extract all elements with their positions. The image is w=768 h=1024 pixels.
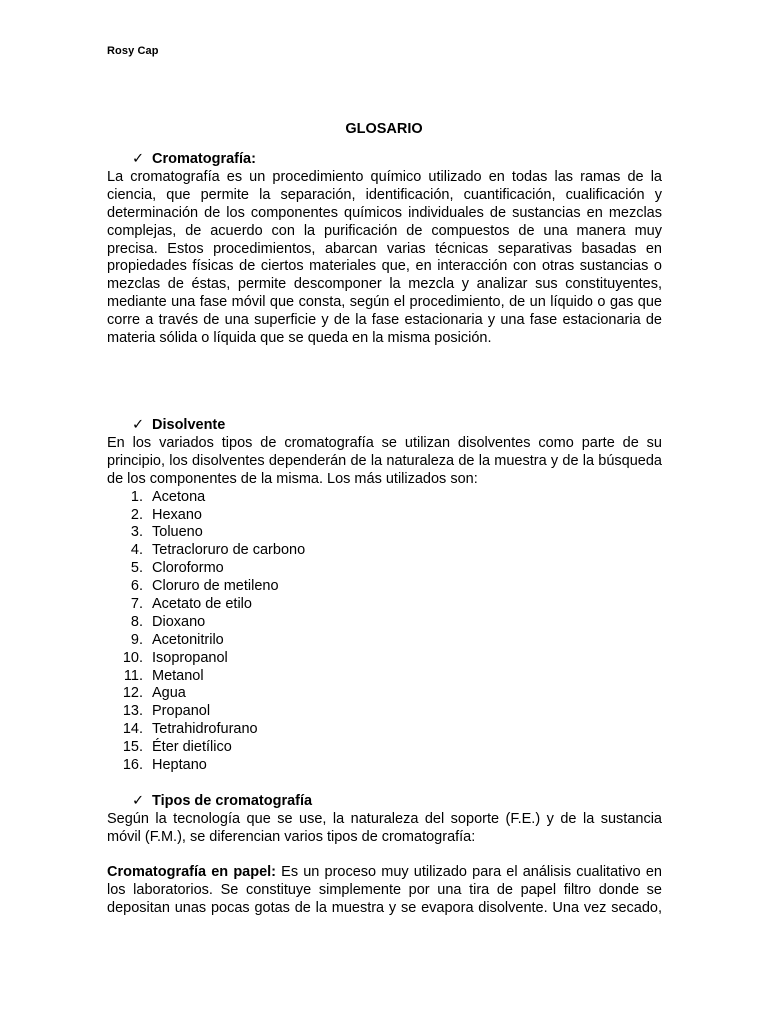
- list-item-number: 1.: [130, 488, 143, 505]
- list-item-label: Dioxano: [152, 613, 206, 630]
- list-item-label: Agua: [152, 685, 186, 702]
- list-item: [107, 614, 662, 632]
- list-item-label: Isopropanol: [152, 649, 228, 666]
- section-disolvente: [107, 417, 662, 775]
- list-item: [107, 489, 662, 507]
- list-item-number: 6.: [130, 578, 143, 595]
- list-item-label: Acetonitrilo: [152, 631, 224, 648]
- list-item: [107, 739, 662, 757]
- checkmark-icon: ✓: [132, 151, 145, 167]
- list-item-label: Hexano: [152, 506, 202, 523]
- section-heading-label: Disolvente: [152, 417, 226, 433]
- list-item-number: 14.: [122, 721, 143, 738]
- list-item: [107, 524, 662, 542]
- list-item-number: 5.: [130, 560, 143, 577]
- list-item-number: 7.: [130, 595, 143, 612]
- list-item-number: 16.: [122, 756, 143, 773]
- list-item-label: Tetracloruro de carbono: [152, 542, 306, 559]
- section-heading-label: Cromatografía:: [152, 151, 256, 167]
- list-item-label: Éter dietílico: [152, 739, 232, 756]
- section-heading-label: Tipos de cromatografía: [152, 793, 313, 809]
- list-item-number: 12.: [122, 685, 143, 702]
- list-item: [107, 507, 662, 525]
- list-item-label: Heptano: [152, 756, 207, 773]
- list-item-label: Tetrahidrofurano: [152, 721, 258, 738]
- list-item-label: Cloruro de metileno: [152, 578, 279, 595]
- list-item-label: Tolueno: [152, 524, 203, 541]
- list-item: [107, 721, 662, 739]
- list-item-number: 9.: [130, 631, 143, 648]
- list-item: [107, 685, 662, 703]
- section-papel: [107, 864, 662, 918]
- section-tipos: [107, 793, 662, 847]
- section-cromatografia: [107, 151, 662, 348]
- section-paragraph: En los variados tipos de cromatografía se utilizan disolventes como parte de su principio, los disolventes dependerán de la naturaleza de la muestra y de la búsqueda de los componentes de la misma. Los más utilizados son:: [107, 434, 662, 487]
- list-item: [107, 632, 662, 650]
- term-label: Cromatografía en papel:: [107, 864, 277, 880]
- checkmark-icon: ✓: [132, 793, 145, 809]
- list-item-label: Cloroformo: [152, 560, 224, 577]
- list-item: [107, 596, 662, 614]
- list-item-label: Metanol: [152, 667, 204, 684]
- list-item-number: 10.: [122, 649, 143, 666]
- list-item-number: 15.: [122, 739, 143, 756]
- list-item: [107, 560, 662, 578]
- list-item: [107, 542, 662, 560]
- term-definition: Es un proceso muy utilizado para el análisis cualitativo en los laboratorios. Se constituye simplemente por una tira de papel filtro donde se depositan unas pocas gotas de la muestra y se evapora disolvente. Una vez secado,: [107, 864, 662, 916]
- page-title: GLOSARIO: [345, 121, 423, 137]
- list-item: [107, 650, 662, 668]
- section-paragraph: Según la tecnología que se use, la naturaleza del soporte (F.E.) y de la sustancia móvil (F.M.), se diferencian varios tipos de cromatografía:: [107, 810, 662, 845]
- section-heading: [107, 417, 662, 435]
- list-item: [107, 578, 662, 596]
- section-paragraph: [107, 864, 662, 918]
- list-item-number: 8.: [130, 613, 143, 630]
- list-item-label: Acetona: [152, 488, 206, 505]
- list-item-number: 3.: [130, 524, 143, 541]
- section-heading: [107, 793, 662, 811]
- list-item: [107, 703, 662, 721]
- solvent-list: [107, 489, 662, 775]
- header-author: Rosy Cap: [107, 45, 159, 57]
- checkmark-icon: ✓: [132, 417, 145, 433]
- list-item-number: 4.: [130, 542, 143, 559]
- list-item-label: Propanol: [152, 703, 211, 720]
- list-item: [107, 668, 662, 686]
- list-item-number: 2.: [130, 506, 143, 523]
- list-item-number: 11.: [123, 667, 143, 684]
- list-item-number: 13.: [122, 703, 143, 720]
- list-item-label: Acetato de etilo: [152, 595, 252, 612]
- section-paragraph: La cromatografía es un procedimiento químico utilizado en todas las ramas de la ciencia, que permite la separación, identificación, cuantificación, cualificación y determinación de los componentes químicos individuales de sustancias en mezclas complejas, de acuerdo con la purificación de compuestos de una manera muy precisa. Estos procedimientos, abarcan varias técnicas separativas basadas en propiedades físicas de ciertos materiales que, en interacción con otras sustancias o mezclas de éstas, permite descomponer la mezcla y analizar sus constituyentes, mediante una fase móvil que consta, según el procedimiento, de un líquido o gas que corre a través de una superficie y de la fase estacionaria y una fase estacionaria de materia sólida o líquida que se queda en la misma posición.: [107, 168, 662, 347]
- section-heading: [107, 151, 662, 169]
- list-item: [107, 757, 662, 775]
